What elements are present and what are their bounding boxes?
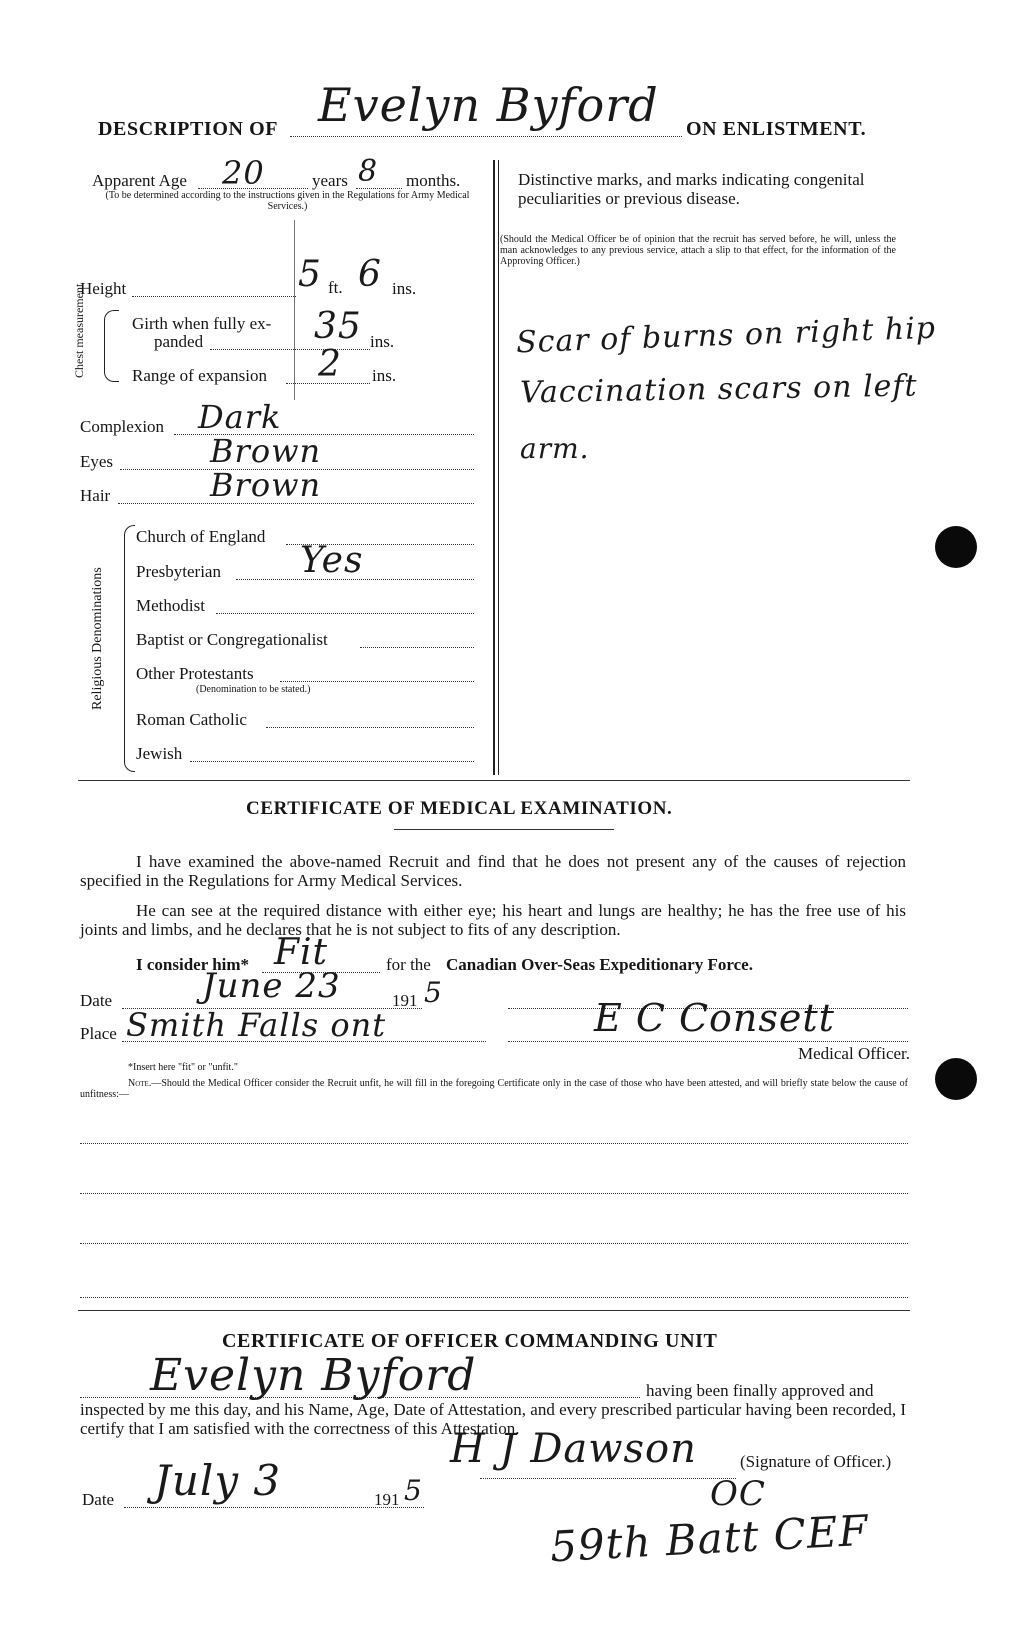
unfit-note: [80, 1078, 908, 1100]
commanding-year-digit: 5: [404, 1474, 423, 1507]
complexion-label: Complexion: [80, 417, 165, 436]
hair-label: Hair: [80, 486, 111, 505]
place-value: Smith Falls ont: [126, 1006, 387, 1044]
insert-note: *Insert here "fit" or "unfit.": [128, 1062, 238, 1073]
religion-group-label: Religious Denominations: [90, 567, 105, 710]
marks-line-1: Scar of burns on right hip: [515, 310, 937, 361]
months-label: months.: [406, 171, 461, 190]
religion-baptist: Baptist or Congregationalist: [136, 630, 328, 649]
header-name-line: [290, 136, 682, 137]
eyes-label: Eyes: [80, 452, 114, 471]
commanding-date-label: Date: [82, 1490, 115, 1509]
year-digit: 5: [424, 976, 443, 1009]
religion-other-protestants: Other Protestants: [136, 664, 254, 683]
unfit-line-2: [80, 1193, 908, 1194]
place-label: Place: [80, 1024, 117, 1043]
religion-roman-catholic: Roman Catholic: [136, 710, 247, 729]
girth-label-2: panded: [154, 332, 204, 351]
consider-label: I consider him*: [136, 955, 250, 974]
ft-label: ft.: [328, 278, 343, 297]
age-years-value: 20: [222, 154, 265, 192]
complexion-value: Dark: [198, 398, 282, 436]
note-label: Note.: [128, 1078, 152, 1089]
commanding-paragraph: inspected by me this day, and his Name, Age, Date of Attestation, and every prescribed particular having been recorded, I certify that I am satisfied with the correctness of this Attestation.: [80, 1400, 906, 1438]
commanding-signature: H J Dawson: [450, 1426, 697, 1472]
medical-paragraph-1: I have examined the above-named Recruit and find that he does not present any of the causes of rejection specified in the Regulations for Army Medical Services.: [80, 852, 906, 890]
religion-other-note: (Denomination to be stated.): [196, 684, 311, 695]
note-text: —Should the Medical Officer consider the Recruit unfit, he will fill in the foregoing Certificate only in the case of those who have been attested, and will briefly state below the cause of unfitness:—: [80, 1078, 908, 1100]
age-label: Apparent Age: [92, 171, 187, 190]
marks-line-2: Vaccination scars on left: [519, 368, 918, 411]
chest-bracket: [104, 310, 119, 382]
range-value: 2: [318, 344, 342, 385]
height-ft-value: 5: [298, 254, 322, 295]
medical-title: CERTIFICATE OF MEDICAL EXAMINATION.: [246, 798, 673, 819]
medical-officer-signature: E C Consett: [594, 996, 835, 1040]
years-label: years: [312, 171, 348, 190]
signature-label: (Signature of Officer.): [740, 1452, 892, 1471]
year-prefix: 191: [392, 991, 418, 1010]
eyes-value: Brown: [210, 432, 322, 470]
header-prefix: DESCRIPTION OF: [98, 118, 279, 140]
girth-label-1: Girth when fully ex-: [132, 314, 272, 333]
consider-value: Fit: [274, 932, 328, 973]
section-divider-2: [78, 1310, 910, 1311]
section-divider-1: [78, 780, 910, 781]
age-months-value: 8: [358, 154, 379, 189]
marks-note: (Should the Medical Officer be of opinion that the recruit has served before, he will, unless the man acknowledges to any previous service, attach a slip to that effect, for the information of the Approving Officer.): [500, 234, 896, 267]
commanding-recruit-name: Evelyn Byford: [150, 1350, 477, 1401]
range-label: Range of expansion: [132, 366, 268, 385]
chest-label: Chest measurement: [72, 283, 86, 378]
religion-church-of-england: Church of England: [136, 527, 266, 546]
girth-unit: ins.: [370, 332, 395, 351]
unfit-line-1: [80, 1143, 908, 1144]
range-unit: ins.: [372, 366, 397, 385]
religion-methodist: Methodist: [136, 596, 205, 615]
presbyterian-value: Yes: [300, 540, 364, 581]
medical-paragraph-2: He can see at the required distance with either eye; his heart and lungs are healthy; he has the free use of his joints and limbs, and he declares that he is not subject to fits of any description.: [80, 901, 906, 939]
for-label: for the: [386, 955, 431, 974]
date-label: Date: [80, 991, 113, 1010]
commanding-date-value: July 3: [154, 1456, 282, 1505]
height-label: Height: [80, 279, 127, 298]
header-suffix: ON ENLISTMENT.: [686, 118, 867, 140]
column-divider: [493, 160, 495, 775]
religion-presbyterian: Presbyterian: [136, 562, 221, 581]
hair-value: Brown: [210, 466, 322, 504]
unfit-line-3: [80, 1243, 908, 1244]
commanding-title: CERTIFICATE OF OFFICER COMMANDING UNIT: [222, 1330, 718, 1352]
religion-jewish: Jewish: [136, 744, 183, 763]
marks-line-3: arm.: [520, 432, 590, 465]
commanding-year-prefix: 191: [374, 1490, 400, 1509]
commanding-unit: 59th Batt CEF: [548, 1505, 870, 1572]
height-in-value: 6: [358, 254, 382, 295]
recruit-name: Evelyn Byford: [318, 78, 659, 132]
approved-text: having been finally approved and: [646, 1381, 874, 1400]
religion-bracket: [124, 525, 135, 772]
unfit-line-4: [80, 1297, 908, 1298]
marks-heading: Distinctive marks, and marks indicating congenital peculiarities or previous disease.: [518, 170, 865, 208]
punch-hole-bottom: [935, 1058, 977, 1100]
date-value: June 23: [202, 966, 341, 1006]
punch-hole-top: [935, 526, 977, 568]
column-divider-inner: [498, 160, 499, 775]
force-label: Canadian Over-Seas Expeditionary Force.: [446, 955, 753, 974]
medical-officer-label: Medical Officer.: [798, 1044, 911, 1063]
age-note: (To be determined according to the instructions given in the Regulations for Army Medical Services.): [105, 190, 470, 212]
commanding-rank: OC: [710, 1474, 766, 1514]
girth-value: 35: [314, 306, 362, 347]
ins-label: ins.: [392, 279, 417, 298]
